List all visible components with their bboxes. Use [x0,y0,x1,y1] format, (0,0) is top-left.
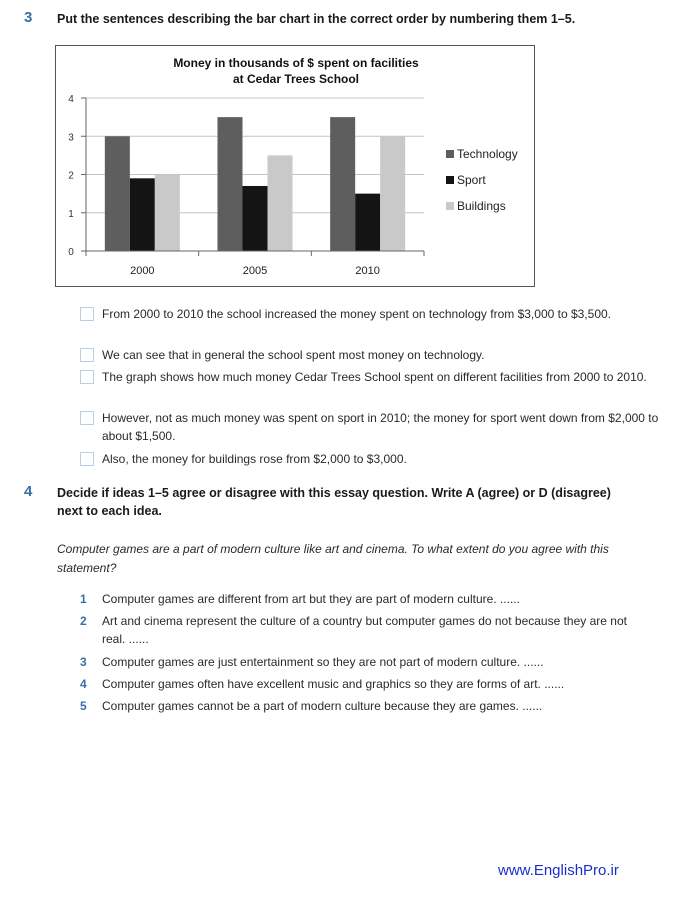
bar-chart [56,46,534,286]
idea-text: Computer games often have excellent music and graphics so they are forms of art. ...... [102,677,565,691]
sentence-item [80,305,660,323]
idea-item [80,653,650,671]
order-checkbox[interactable] [80,307,94,321]
y-tick-label: 3 [68,132,74,144]
idea-text: Computer games cannot be a part of modern culture because they are games. ...... [102,699,543,713]
chart-title: Money in thousands of $ spent on facilities [173,56,419,70]
x-tick-label: 2005 [242,265,268,277]
idea-text: Computer games are different from art but they are part of modern culture. ...... [102,592,520,606]
y-tick-label: 0 [68,247,74,258]
exercise-3-instruction: Put the sentences describing the bar chart in the correct order by numbering them 1–5. [57,12,576,26]
idea-item [80,590,650,608]
idea-number: 4 [80,677,87,691]
exercise-4-number: 4 [24,483,33,500]
bar-chart-box [55,45,535,287]
order-checkbox[interactable] [80,411,94,425]
y-tick-label: 4 [68,94,74,105]
sentence-text: The graph shows how much money Cedar Trees School spent on different facilities from 2000 to 2010. [102,370,647,384]
sentence-item [80,368,660,386]
bar-sport [243,186,268,251]
idea-text: Art and cinema represent the culture of a country but computer games do not because they are not real. ...... [102,614,627,646]
essay-question: Computer games are a part of modern culture like art and cinema. To what extent do you agree with this statement? [57,542,609,575]
x-tick-label: 2000 [130,265,155,277]
legend-label: Technology [457,147,518,161]
idea-item [80,675,650,693]
sentence-text: However, not as much money was spent on sport in 2010; the money for sport went down from $2,000 to about $1,500. [102,411,659,443]
exercise-3-number: 3 [24,9,33,26]
legend-swatch-sport [446,176,454,184]
idea-number: 1 [80,592,87,606]
order-checkbox[interactable] [80,348,94,362]
legend-swatch-buildings [446,202,454,210]
sentence-text: Also, the money for buildings rose from $2,000 to $3,000. [102,452,407,466]
legend-label: Buildings [457,199,506,213]
idea-item [80,697,650,715]
sentence-text: From 2000 to 2010 the school increased the money spent on technology from $3,000 to $3,500. [102,307,611,321]
legend-label: Sport [457,173,486,187]
idea-text: Computer games are just entertainment so they are not part of modern culture. ...... [102,655,544,669]
footer-url[interactable]: www.EnglishPro.ir [498,862,619,879]
sentence-item [80,409,660,445]
sentence-item [80,450,660,468]
sentence-text: We can see that in general the school spent most money on technology. [102,348,485,362]
idea-number: 3 [80,655,87,669]
y-tick-label: 2 [68,170,74,182]
bar-technology [105,136,130,251]
bar-sport [130,178,155,251]
order-checkbox[interactable] [80,370,94,384]
bar-buildings [268,155,293,251]
bar-buildings [380,136,405,251]
x-tick-label: 2010 [355,265,380,277]
chart-title: at Cedar Trees School [232,72,360,86]
order-checkbox[interactable] [80,452,94,466]
bar-technology [330,117,355,251]
idea-item [80,612,650,648]
bar-technology [218,117,243,251]
bar-sport [355,194,380,251]
legend-swatch-technology [446,150,454,158]
bar-buildings [155,175,180,252]
y-tick-label: 1 [68,208,74,220]
idea-number: 2 [80,614,87,628]
sentence-item [80,346,660,364]
idea-number: 5 [80,699,87,713]
exercise-4-instruction: Decide if ideas 1–5 agree or disagree with this essay question. Write A (agree) or D (disagree) next to each idea. [57,486,611,518]
